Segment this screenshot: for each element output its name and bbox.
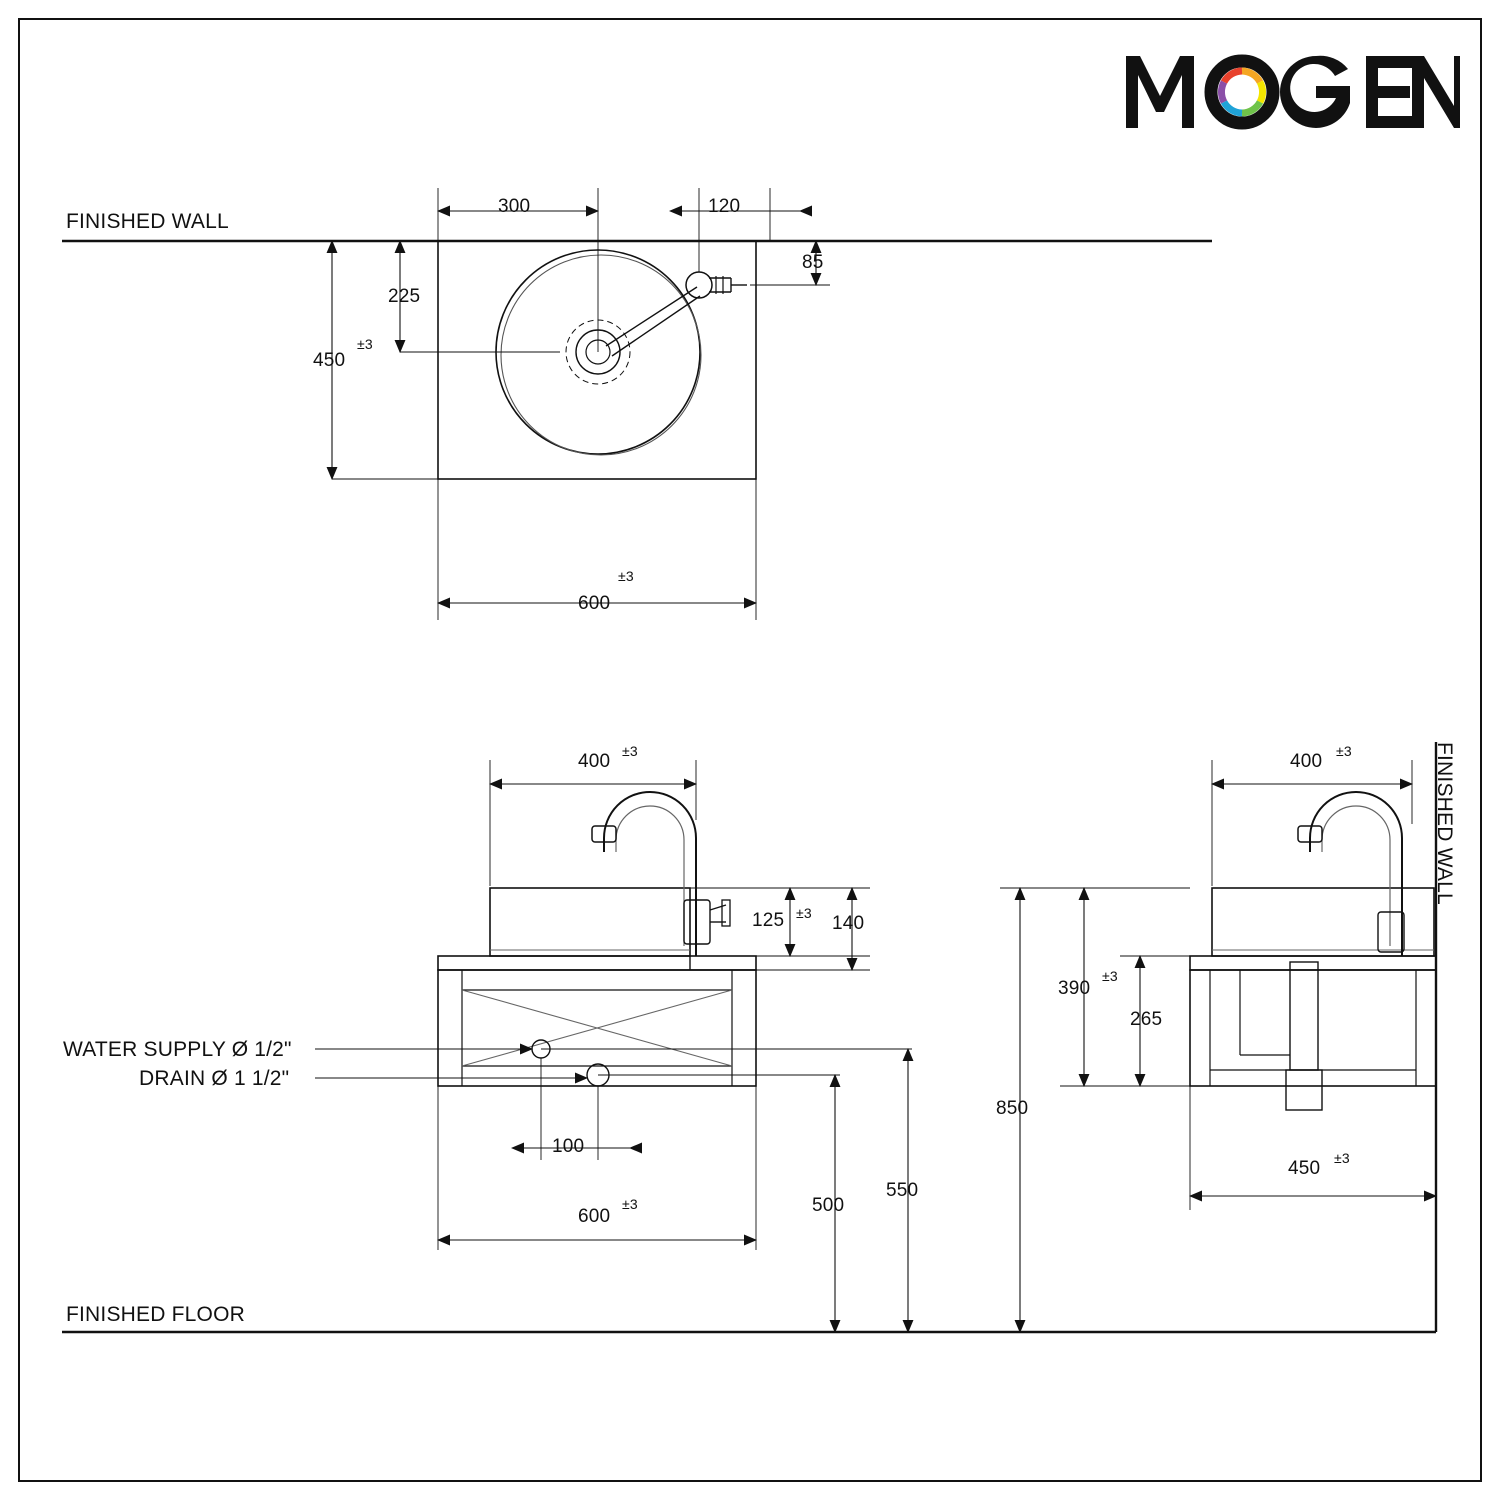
dim-85: 85 xyxy=(802,252,824,273)
faucet-front-body xyxy=(604,792,696,956)
dim-850: 850 xyxy=(996,1098,1029,1119)
cabinet-side xyxy=(1190,970,1436,1086)
basin-front-block xyxy=(490,888,690,956)
dim-600-front: 600 xyxy=(578,1206,611,1227)
faucet-arm-top-1 xyxy=(606,287,697,346)
dim-100: 100 xyxy=(552,1136,585,1157)
dim-390: 390 xyxy=(1058,978,1091,999)
dim-600-top-tol: ±3 xyxy=(618,568,634,584)
label-water-supply: WATER SUPPLY Ø 1/2" xyxy=(63,1038,292,1061)
dim-450-side-tol: ±3 xyxy=(1334,1150,1350,1166)
label-drain: DRAIN Ø 1 1/2" xyxy=(139,1067,290,1090)
counter-front-top xyxy=(438,956,756,970)
dim-265: 265 xyxy=(1130,1009,1163,1030)
drain-pipe-side xyxy=(1290,962,1318,1070)
label-finished-wall-right: FINISHED WALL xyxy=(1433,742,1456,905)
counter-side-top xyxy=(1190,956,1436,970)
dim-400-front: 400 xyxy=(578,751,611,772)
drain-trap-side xyxy=(1286,1070,1322,1110)
dim-400-side: 400 xyxy=(1290,751,1323,772)
faucet-base-top xyxy=(686,272,712,298)
dim-500: 500 xyxy=(812,1195,845,1216)
dim-390-tol: ±3 xyxy=(1102,968,1118,984)
basin-side-block xyxy=(1212,888,1434,956)
basin-circle-inner xyxy=(501,255,701,455)
faucet-side-body xyxy=(1310,792,1402,956)
label-finished-wall-top: FINISHED WALL xyxy=(66,210,229,233)
dim-125-tol: ±3 xyxy=(796,905,812,921)
dim-600-top: 600 xyxy=(578,593,611,614)
dim-300: 300 xyxy=(498,196,531,217)
dim-450: 450 xyxy=(313,350,346,371)
faucet-valve-side xyxy=(1378,912,1404,952)
dim-125: 125 xyxy=(752,910,785,931)
label-finished-floor: FINISHED FLOOR xyxy=(66,1303,245,1326)
dim-140: 140 xyxy=(832,913,865,934)
dim-400-front-tol: ±3 xyxy=(622,743,638,759)
dim-400-side-tol: ±3 xyxy=(1336,743,1352,759)
dim-225: 225 xyxy=(388,286,421,307)
dim-600-front-tol: ±3 xyxy=(622,1196,638,1212)
dim-550: 550 xyxy=(886,1180,919,1201)
faucet-arm-top-2 xyxy=(612,296,700,356)
dim-450-side: 450 xyxy=(1288,1158,1321,1179)
dim-120: 120 xyxy=(708,196,741,217)
dim-450-tol: ±3 xyxy=(357,336,373,352)
